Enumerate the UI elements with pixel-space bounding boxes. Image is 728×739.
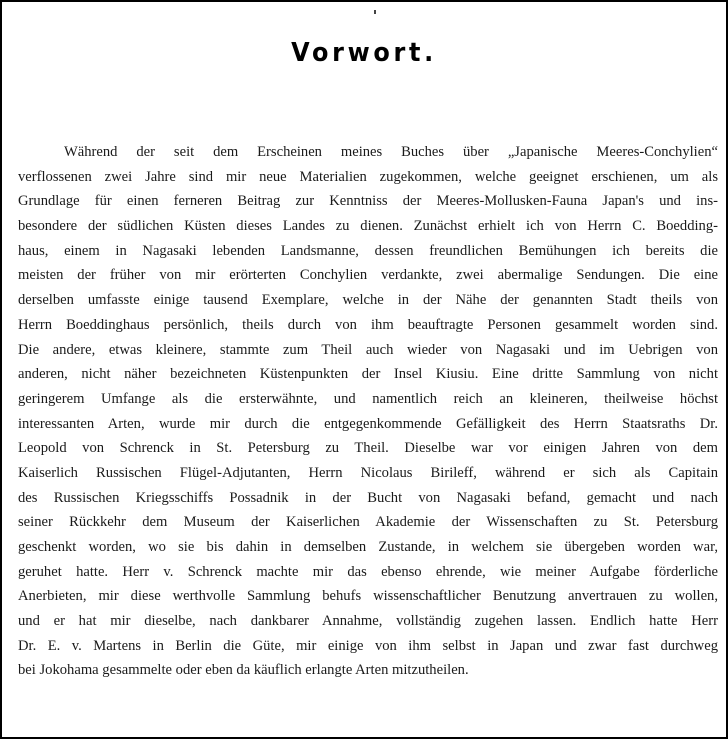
text-line-5: haus, einem in Nagasaki lebenden Landsmanne, dessen freundlichen Bemühungen ich bereits die [18,242,718,259]
text-line-2: verflossenen zwei Jahre sind mir neue Materialien zugekommen, welche geeignet erschienen, um als [18,168,718,185]
text-line-19: Anerbieten, mir diese werthvolle Sammlung behufs wissenschaftlicher Benutzung anvertrauen zu wollen, [18,588,718,605]
text-line-21: Dr. E. v. Martens in Berlin die Güte, mir einige von ihm selbst in Japan und zwar fast durchweg [18,637,718,654]
text-line-1: Während der seit dem Erscheinen meines Buches über „Japanische Meeres-Conchylien“ [64,144,718,160]
text-line-12: interessanten Arten, wurde mir durch die entgegenkommende Gefälligkeit des Herrn Staatsraths Dr. [18,415,718,432]
text-line-18: geruhet hatte. Herr v. Schrenck machte mir das ebenso ehrende, wie meiner Aufgabe förderliche [18,563,718,580]
text-line-4: besondere der südlichen Küsten dieses Landes zu dienen. Zunächst erhielt ich von Herrn C. Boedding- [18,218,718,235]
text-line-22: bei Jokohama gesammelte oder eben da käuflich erlangte Arten mitzutheilen. [18,662,469,679]
text-line-8: Herrn Boeddinghaus persönlich, theils durch von ihm beauftragte Personen gesammelt worden sind. [18,316,718,333]
text-line-16: seiner Rückkehr dem Museum der Kaiserlichen Akademie der Wissenschaften zu St. Petersburg [18,514,718,531]
page-title: Vorwort. [291,38,437,68]
text-line-11: geringerem Umfange als die ersterwähnte, und namentlich reich an kleineren, theilweise höchst [18,390,718,407]
text-line-14: Kaiserlich Russischen Flügel-Adjutanten, Herrn Nicolaus Birileff, während er sich als Capitain [18,464,718,481]
preface-paragraph [18,140,718,683]
text-line-3: Grundlage für einen ferneren Beitrag zur Kenntniss der Meeres-Mollusken-Fauna Japan's und ins- [18,193,718,210]
text-line-17: geschenkt worden, wo sie bis dahin in demselben Zustande, in welchem sie übergeben worden war, [18,539,718,555]
scan-speck [374,10,376,14]
text-line-20: und er hat mir dieselbe, nach dankbarer Annahme, vollständig zugehen lassen. Endlich hatte Herr [18,613,718,630]
text-line-7: derselben umfasste einige tausend Exemplare, welche in der Nähe der genannten Stadt theils von [18,292,718,309]
text-line-13: Leopold von Schrenck in St. Petersburg zu Theil. Dieselbe war vor einigen Jahren von dem [18,440,718,457]
text-line-15: des Russischen Kriegsschiffs Possadnik in der Bucht von Nagasaki befand, gemacht und nach [18,489,718,506]
text-line-9: Die andere, etwas kleinere, stammte zum Theil auch wieder von Nagasaki und im Uebrigen von [18,341,718,358]
text-line-6: meisten der früher von mir erörterten Conchylien verdankte, zwei abermalige Sendungen. Die eine [18,267,718,284]
text-line-10: anderen, nicht näher bezeichneten Küstenpunkten der Insel Kiusiu. Eine dritte Sammlung von nicht [18,366,718,383]
